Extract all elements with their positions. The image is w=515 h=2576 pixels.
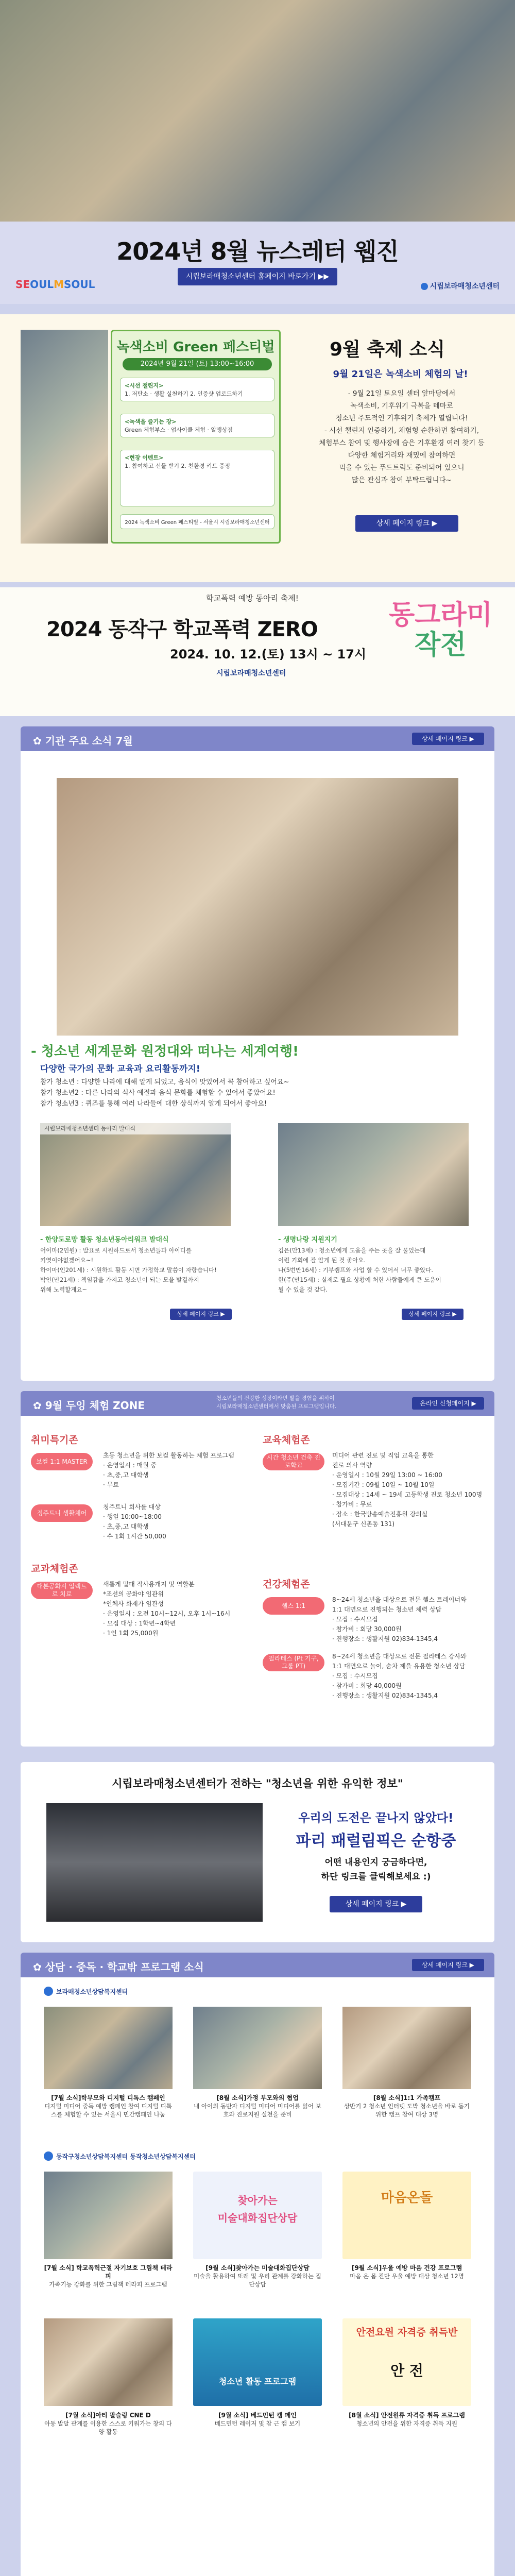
zone-pill-2[interactable]: 정주트니 생활체어 [31,1504,93,1522]
program-caption-8: [9월 소식] 베드민턴 캠 페인 베드민턴 레이저 및 참 근 캠 보기 [214,2412,301,2427]
zone-apply-button[interactable]: 온라인 신청페이지 ▶ [412,1397,484,1410]
july-green-title: - 청소년 세계문화 원정대와 떠나는 세계여행! [31,1044,299,1059]
zone-header-note: 청소년들의 건강한 성장이라면 발을 경험을 위하여 시립보라매청소년센터에서 맞춤된 프로그램입니다. [216,1395,337,1410]
program-photo-1 [44,2007,173,2089]
program-poster-art: 찾아가는 미술대화집단상담 [193,2172,322,2259]
page-title: 2024년 8월 뉴스레터 웹진 [116,238,399,265]
center-logo: 시립보라매청소년센터 [421,281,500,291]
info-photo [46,1803,263,1922]
zero-date: 2024. 10. 12.(토) 13시 ~ 17시 [170,647,367,662]
zone-text-vocal: 초등 청소년을 위한 보컬 활동하는 체험 프로그램 · 운영일시 : 매월 중 · 초,중,고 대학생 · 무료 [103,1452,234,1488]
program-caption-5: [9월 소식]찾아가는 미술대화집단상담 미술을 활용하여 또래 및 우리 관계를 강화하는 집단상담 [194,2264,321,2288]
july-left-photo [40,1123,231,1226]
zone-text-5: 8~24세 청소년을 대상으로 전문 헬스 트레이너와 1:1 대면으로 진행되는 청소년 체력 상담 · 모집 : 수시모집 · 참가비 : 회당 30,000원 · 진행장소 : 생활지원 02)834-1345,4 [332,1596,467,1642]
zone-col-hobby: 취미특기존 [31,1434,78,1446]
july-left-photo-label: 시립보라매청소년센터 동아리 발대식 [40,1123,231,1134]
poster-box-green: <녹색을 즐기는 장> Green 체험부스 · 업사이클 체험 · 알맹상점 [120,414,274,437]
zone-pill-vocal[interactable]: 보컬 1:1 MASTER [31,1453,93,1470]
july-text: 참가 청소년 : 다양한 나라에 대해 알게 되었고, 음식이 맛있어서 꼭 참여하고 싶어요~ 참가 청소년2 : 다른 나라의 식사 예절과 음식 문화를 체험할 수 있어서 좋았어요! 참가 청소년3 : 퀴즈를 통해 여러 나라들에 대한 상식까지 알게 되어서 좋아요! [40,1078,289,1108]
zone-text-3: 새롭게 말대 작사용개지 및 역할분 *조선의 공화야 임관위 *인체사 화재가 임관성 · 운영일시 : 오전 10시~12시, 오후 1시~16시 · 모집 대상 : 1학년~4학년 · 1인 1회 25,000원 [103,1581,231,1637]
programs-title: ✿ 상담 · 중독 · 학교밖 프로그램 소식 [33,1961,204,1973]
zero-small-text: 학교폭력 예방 동아리 축제! [206,594,299,603]
july-right-photo [278,1123,469,1226]
zone-col-subject: 교과체험존 [31,1563,78,1574]
july-right-subtext: 김은(만13세) : 청소년에게 도움을 주는 곳을 잘 물었는데 이런 기회에 잘 알게 된 것 좋아요. 나(5번만16세) : 기부캠프와 사업 할 수 있어서 너무 좋았다. 한(주(만15세) : 실제로 필요 상황에 처한 사람들에게 큰 도움이 될 수 있을 것 같다. [278,1247,441,1293]
programs-group2-label: 동작구청소년상담복지센터 동작청소년상담복지센터 [44,2148,196,2164]
zone-col-health: 건강체험존 [263,1579,310,1590]
info-headline-2: 파리 패럴림픽은 순항중 [296,1832,456,1850]
festival-poster [111,330,281,544]
zone-title: ✿ 9월 두잉 체험 ZONE [33,1399,145,1412]
program-caption-9: [8월 소식] 안전원류 자격증 취득 프로그램 청소년의 안전을 위한 자격증 취득 지원 [349,2412,465,2427]
july-news-title: ✿ 기관 주요 소식 7월 [33,735,133,747]
program-caption-1: [7월 소식]학부모와 디지털 디톡스 캠페인 디지털 미디어 중독 예방 캠페인 참여 디지털 디톡스를 체험할 수 있는 서울시 민간캠페인 나눔 [44,2094,172,2118]
donggeurami-logo: 동그라미 작전 [389,600,492,660]
programs-detail-button[interactable]: 상세 페이지 링크 ▶ [412,1959,484,1971]
counsel-logo-icon-2 [44,2151,53,2161]
zone-col-education: 교육체험존 [263,1434,310,1446]
zone-pill-3[interactable]: 대본공화시 일렉트로 치료 [31,1582,93,1599]
july-right-subtitle: - 생명나랑 지원지기 [278,1236,337,1244]
counsel-logo-icon [44,1987,53,1996]
zero-title: 2024 동작구 학교폭력 ZERO [46,618,318,641]
festival-detail-button[interactable]: 상세 페이지 링크 ▶ [355,515,458,532]
july-news-header [21,726,494,751]
homepage-link[interactable]: 시립보라매청소년센터 홈페이지 바로가기 ▶▶ [178,268,337,285]
program-photo-7 [44,2318,173,2406]
center-logo-icon [421,283,428,290]
poster-date: 2024년 9월 21일 (토) 13:00~16:00 [123,358,272,370]
hero-photo [0,0,515,222]
july-main-photo [57,778,458,1036]
poster-footer: 2024 녹색소비 Green 페스티벌 - 서울시 시립보라매청소년센터 [120,514,274,529]
july-news-detail-button[interactable]: 상세 페이지 링크 ▶ [412,733,484,745]
poster-box-event: <현장 이벤트> 1. 참여하고 선물 받기 2. 친환경 키트 증정 [120,450,274,506]
info-headline-3: 어떤 내용인지 궁금하다면, [324,1857,427,1868]
july-left-subtext: 어이마(2인원) : 발표로 시원하드로서 청소년들과 아이디를 키엿이야없겠어요~! 하이마(인201세) : 시원하드 활동 시면 가정학교 말씀이 자랑습니다! 박인(만21세) : 책임감을 가지고 청소년이 되는 모을 발결까지 위해 노력할게요~ [40,1247,217,1293]
july-right-detail-button[interactable]: 상세 페이지 링크 ▶ [402,1309,464,1320]
programs-header [21,1953,494,1977]
info-headline-4: 하단 링크를 클릭해보세요 :) [321,1872,431,1882]
program-caption-3: [8월 소식]1:1 가족캠프 상반기 2 청소년 인터넷 도박 청소년을 바로 돕기 위한 캠프 참여 대상 3명 [344,2094,470,2118]
program-photo-2 [193,2007,322,2089]
zone-pill-5[interactable]: 헬스 1:1 [263,1597,324,1615]
festival-subtitle: 9월 21일은 녹색소비 체험의 날! [333,369,468,380]
zone-text-6: 8~24세 청소년을 대상으로 전문 필라테스 강사와 1:1 대면으로 놀이, 숨차 제을 유용한 청소년 상담 · 모집 : 수시모집 · 참가비 : 회당 40,000원 · 진행장소 : 생활지원 02)834-1345,4 [332,1653,467,1699]
program-poster-maum: 마음온돌 [342,2172,471,2259]
info-detail-button[interactable]: 상세 페이지 링크 ▶ [330,1896,422,1912]
seoul-my-soul-logo: SEOULMSOUL [15,278,95,291]
program-poster-badminton: 청소년 활동 프로그램 [193,2318,322,2406]
festival-photo [21,330,108,544]
poster-title: 녹색소비 Green 페스티벌 [116,340,275,355]
festival-title: 9월 축제 소식 [330,339,445,360]
program-photo-3 [342,2007,471,2089]
program-poster-safety: 안전요원 자격증 취득반 안 전 [342,2318,471,2406]
zero-center-name: 시립보라매청소년센터 [216,669,286,677]
program-photo-4 [44,2172,173,2259]
july-left-detail-button[interactable]: 상세 페이지 링크 ▶ [170,1309,232,1320]
program-caption-7: [7월 소식]아티 팔슬링 CNE D 아동 발달 관계를 이용한 스스로 키워가는 창의 다양 활동 [44,2412,172,2435]
program-caption-6: [9월 소식]우울 예방 마음 건강 프로그램 마음 온 몸 진단 우울 예방 대상 청소년 12명 [350,2264,464,2280]
program-caption-4: [7월 소식] 학교폭력근절 자기보호 그림책 테라피 가족기능 강화를 위한 그림책 테라피 프로그램 [44,2264,173,2288]
info-title: 시립보라매청소년센터가 전하는 "청소년을 위한 유익한 정보" [112,1777,403,1790]
zone-pill-4[interactable]: 시간 청소년 건축 진로학교 [263,1453,324,1470]
july-blue-title: 다양한 국가의 문화 교육과 요리활동까지! [40,1064,200,1074]
zone-text-2: 청주트니 회사를 대상 · 행일 10:00~18:00 · 초,중,고 대학생 · 수 1회 1시간 50,000 [103,1503,166,1540]
programs-group1-label: 보라매청소년상담복지센터 [44,1984,128,1999]
zone-pill-6[interactable]: 필라테스 (Pt 기구, 그룹 PT) [263,1654,324,1671]
poster-box-challenge: <시선 챌린지> 1. 저탄소 · 생활 실천하기 2. 인증샷 업로드하기 [120,378,274,401]
zone-text-4: 미디어 관련 진로 및 직업 교육을 통한 진로 의사 역량 · 운영일시 : 10월 29일 13:00 ~ 16:00 · 모집기간 : 09월 10일 ~ 10월 10일 · 모집대상 : 14세 ~ 19세 고등학생 진로 청소년 100명 · 참가비 : 무료 · 장소 : 한국방송예술진흥원 강의실 (서대문구 신촌동 131) [332,1452,483,1528]
july-left-subtitle: - 한양도로망 활동 청소년동아리워크 발대식 [40,1236,169,1244]
festival-description: - 9월 21일 토요일 센터 앞마당에서 녹색소비, 기후위기 극복을 테마로 청소년 주도적인 기후위기 축제가 열립니다! - 시선 챌린지 인증하기, 체험형 순환하면 참여하기, 체험부스 참여 및 행사장에 숨은 기후환경 여러 찾기 등 다양한 체험거리와 재밌에 참여하면 먹을 수 있는 푸드트럭도 준비되어 있으니 많은 관심과 참여 부탁드립니다~ [319,389,485,484]
program-caption-2: [8월 소식]가정 부모와의 협업 내 아이의 동반자 디지털 미디어 미디어를 읽어 보호와 진로지원 실천을 준비 [194,2094,321,2118]
info-headline-1: 우리의 도전은 끝나지 않았다! [298,1811,454,1825]
